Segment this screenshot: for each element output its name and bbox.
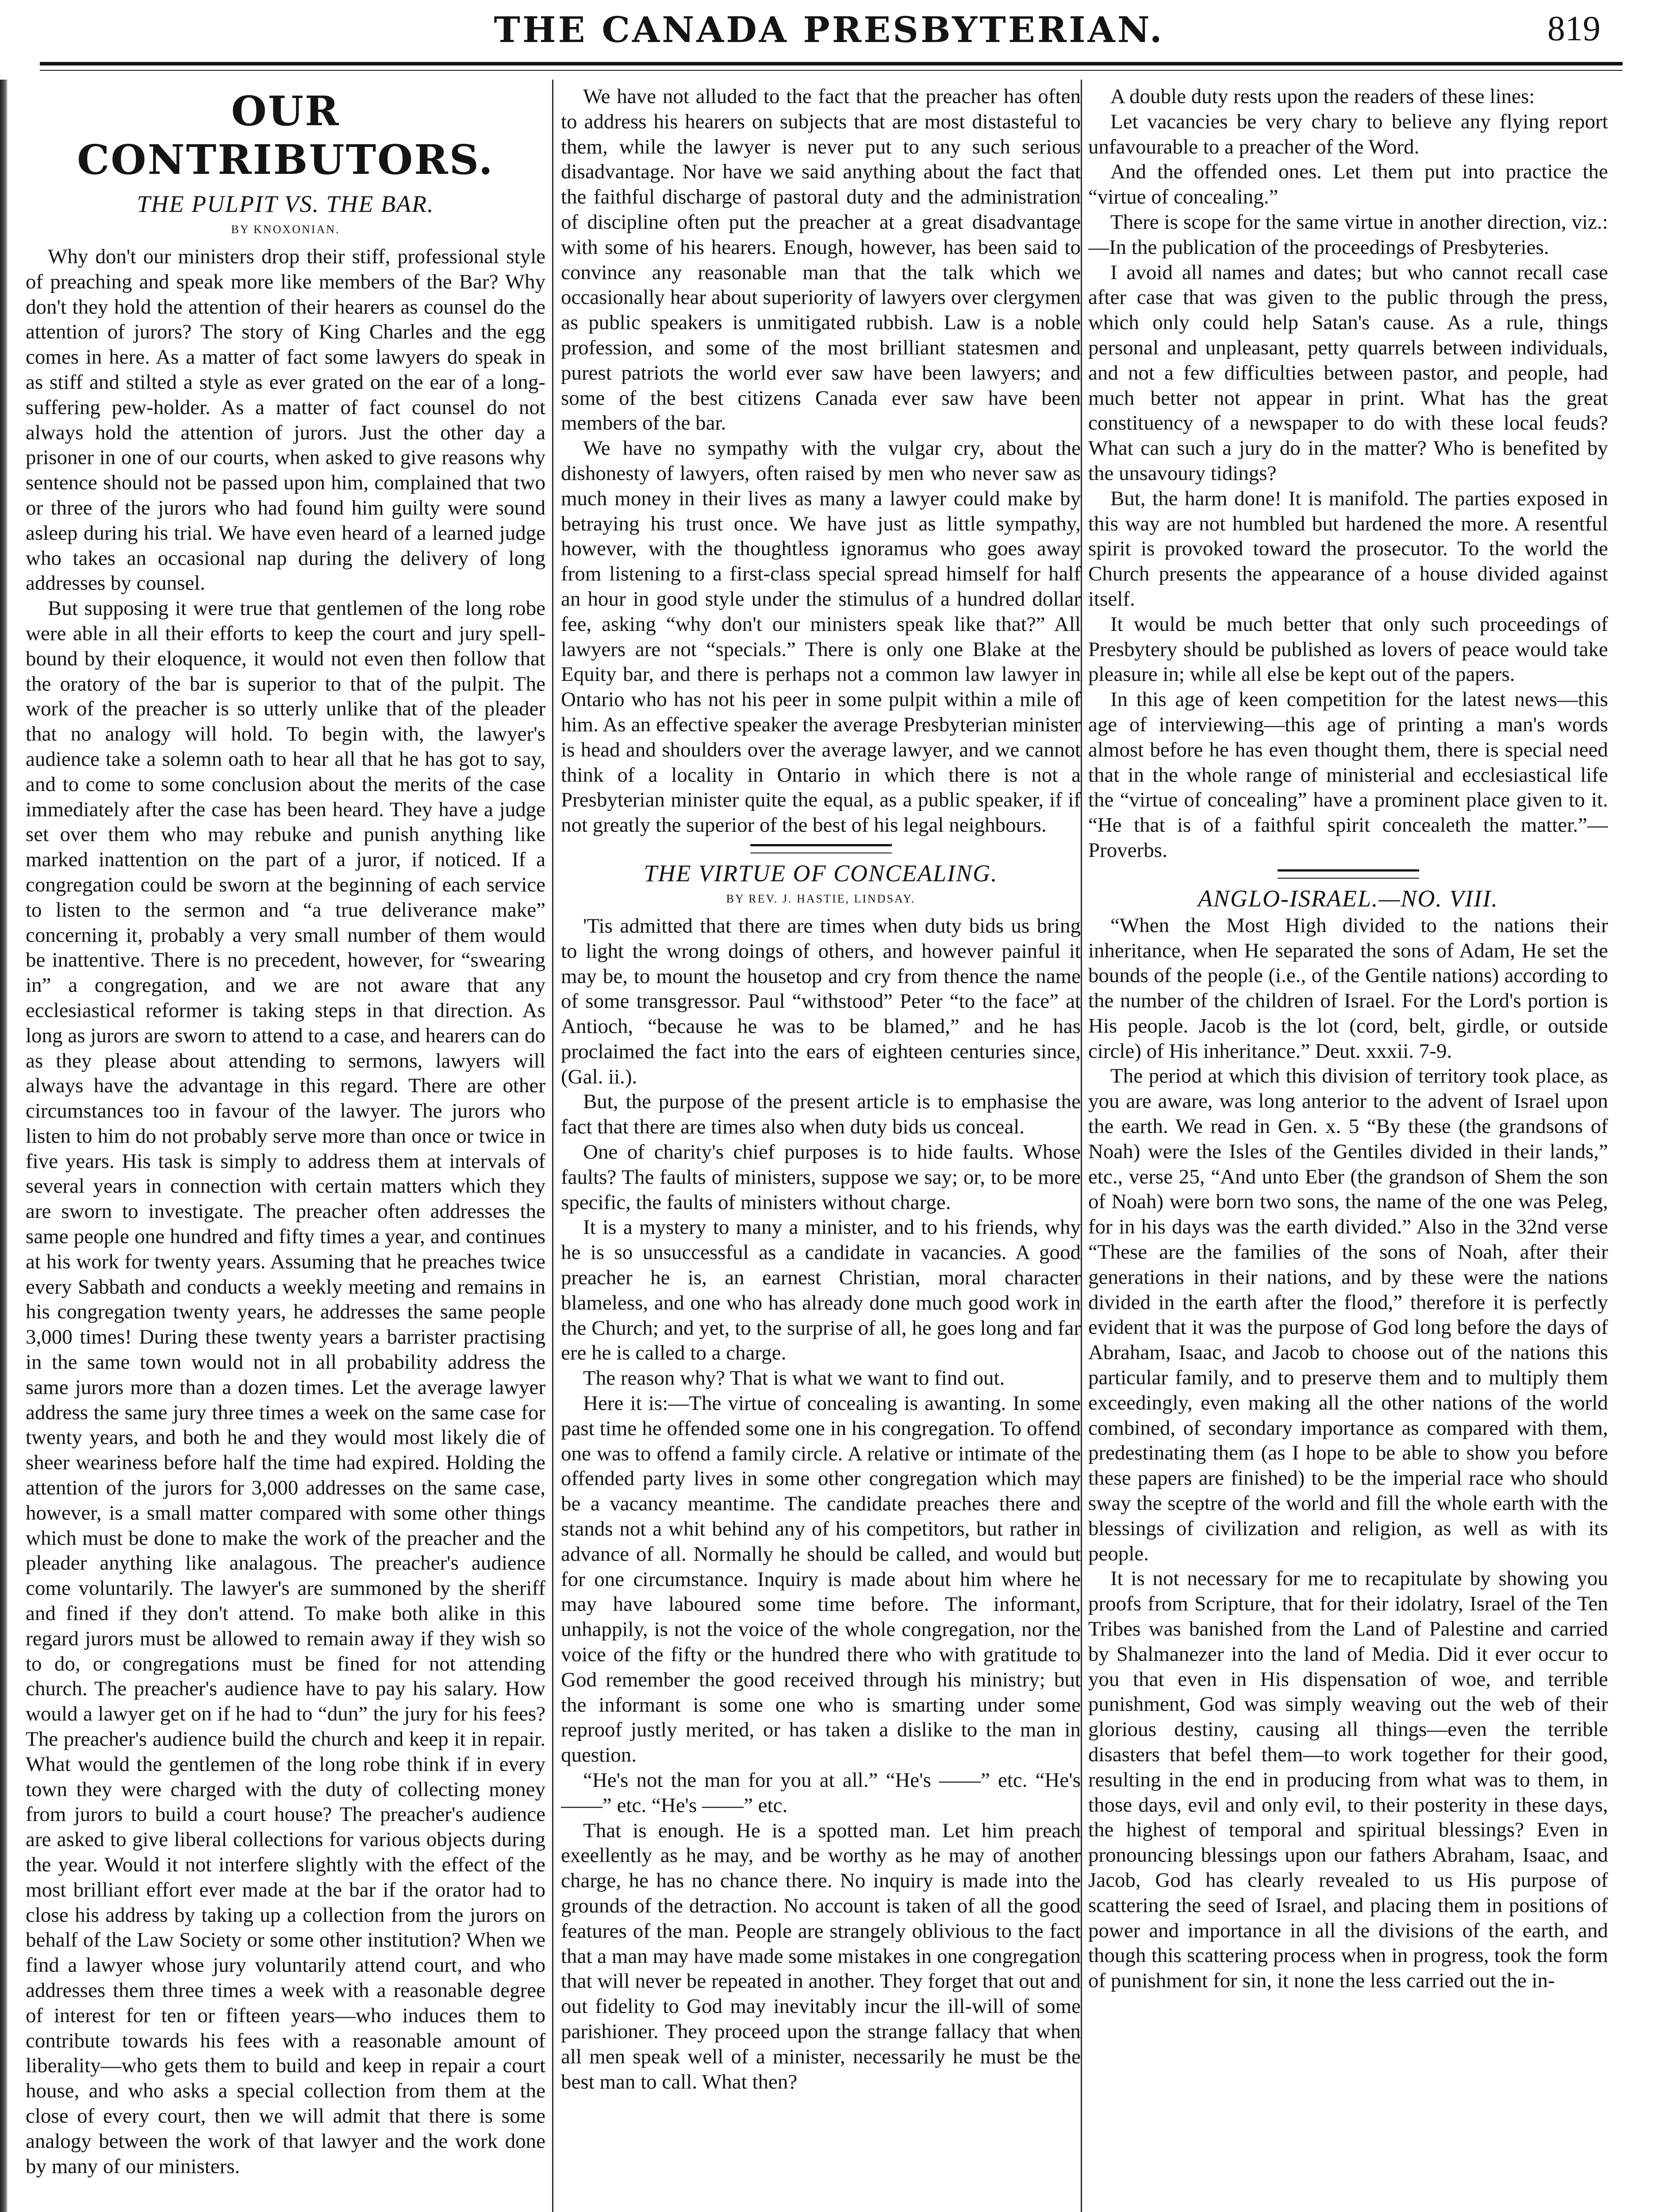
article-byline: BY KNOXONIAN. bbox=[231, 223, 340, 236]
article-paragraph: In this age of keen competition for the latest news—this age of interviewing—this age of printing a man's words almost before he has even thought them, there is special need that in the whole range of ministerial and ecclesiastical life the “virtue of concealing” have a prominent place given to it. “He that is of a faithful spirit concealeth the matter.”—Proverbs. bbox=[1088, 688, 1608, 862]
binding-edge bbox=[0, 80, 8, 2212]
column-3 bbox=[1088, 84, 1608, 2212]
article-paragraph: One of charity's chief purposes is to hide faults. Whose faults? The faults of ministers, suppose we say; or, to be more specific, the faults of ministers without charge. bbox=[561, 1141, 1081, 1214]
section-rule bbox=[750, 844, 892, 853]
department-heading: OUR CONTRIBUTORS. bbox=[77, 87, 494, 184]
column-1 bbox=[26, 84, 545, 2212]
article-title: THE VIRTUE OF CONCEALING. bbox=[644, 860, 998, 887]
article-paragraph: “He's not the man for you at all.” “He's ——” etc. “He's ——” etc. “He's ——” etc. bbox=[561, 1769, 1081, 1817]
article-paragraph: Why don't our ministers drop their stiff, professional style of preaching and speak more like members of the Bar? Why don't they hold the attention of their hearers as counsel do the attention of jurors? The story of King Charles and the egg comes in here. As a matter of fact some lawyers do speak in as stiff and stilted a style as ever grated on the ear of a long-suffering pew-holder. As a matter of fact counsel do not always hold the attention of jurors. Just the other day a prisoner in one of our courts, when asked to give reasons why sentence should not be passed upon him, complained that two or three of the jurors who had found him guilty were sound asleep during his trial. We have even heard of a learned judge who takes an occasional nap during the delivery of long addresses by counsel. bbox=[26, 245, 545, 595]
article-paragraph: We have no sympathy with the vulgar cry, about the dishonesty of lawyers, often raised by men who never saw as much money in their lives as many a lawyer could make by betraying his trust once. We have just as little sympathy, however, with the thoughtless ignoramus who goes away from listening to a first-class special spread himself for half an hour in good style under the stimulus of a hundred dollar fee, asking “why don't our ministers speak like that?” All lawyers are not “specials.” There is only one Blake at the Equity bar, and there is perhaps not a common law lawyer in Ontario who has not his peer in some pulpit within a mile of him. As an effective speaker the average Presbyterian minister is head and shoulders over the average lawyer, and we cannot think of a locality in Ontario in which there is not a Presbyterian minister quite the equal, as a public speaker, if if not greatly the superior of the best of his legal neighbours. bbox=[561, 437, 1081, 837]
article-paragraph: We have not alluded to the fact that the preacher has often to address his hearers on subjects that are most distasteful to them, while the lawyer is never put to any such serious disadvantage. Nor have we said anything about the fact that the faithful discharge of pastoral duty and the administration of discipline often put the preacher at a great disadvantage with some of his hearers. Enough, however, has been said to convince any reasonable man that the talk which we occasionally hear about superiority of lawyers over clergymen as public speakers is unmitigated rubbish. Law is a noble profession, and some of the most brilliant statesmen and purest patriots the world ever saw have been lawyers; and some of the best citizens Canada ever saw have been members of the bar. bbox=[561, 85, 1081, 435]
section-rule bbox=[1278, 869, 1419, 879]
article-byline: BY REV. J. HASTIE, LINDSAY. bbox=[726, 892, 916, 905]
column-rule bbox=[1081, 80, 1082, 2212]
article-title: THE PULPIT VS. THE BAR. bbox=[137, 191, 434, 217]
article-paragraph: But, the purpose of the present article is to emphasise the fact that there are times also when duty bids us conceal. bbox=[561, 1090, 1081, 1139]
article-paragraph: It would be much better that only such proceedings of Presbytery should be published as lovers of peace would take pleasure in; while all else be kept out of the papers. bbox=[1088, 612, 1608, 686]
article-paragraph: And the offended ones. Let them put into practice the “virtue of concealing.” bbox=[1088, 160, 1608, 209]
article-paragraph: It is not necessary for me to recapitulate by showing you proofs from Scripture, that for their idolatry, Israel of the Ten Tribes was banished from the Land of Palestine and carried by Shalmanezer into the land of Media. Did it ever occur to you that even in His dispensation of woe, and terrible punishment, God was simply weaving out the web of their glorious destiny, causing all things—even the terrible disasters that befel them—to work together for their good, resulting in the end in producing from what was to them, in those days, evil and only evil, to their posterity in these days, the highest of temporal and spiritual blessings? Even in pronouncing blessings upon our fathers Abraham, Isaac, and Jacob, God has clearly revealed to us His purpose of scattering the seed of Israel, and placing them in positions of power and importance in all the divisions of the earth, and though this scattering process when in progress, took the form of punishment for sin, it none the less carried out the in- bbox=[1088, 1567, 1608, 1993]
column-2 bbox=[561, 84, 1081, 2212]
article-paragraph: It is a mystery to many a minister, and to his friends, why he is so unsuccessful as a candidate in vacancies. A good preacher he is, an earnest Christian, moral character blameless, and one who has already done much good work in the Church; and yet, to the surprise of all, he goes long and far ere he is called to a charge. bbox=[561, 1216, 1081, 1365]
article-paragraph: But supposing it were true that gentlemen of the long robe were able in all their efforts to keep the court and jury spell-bound by their eloquence, it would not even then follow that the oratory of the bar is superior to that of the pulpit. The work of the preacher is so utterly unlike that of the pleader that no analogy will hold. To begin with, the lawyer's audience take a solemn oath to hear all that he has got to say, and to come to some conclusion about the merits of the case immediately after the case has been heard. They have a judge set over them who may rebuke and punish anything like marked inattention on the part of a juror, if noticed. If a congregation could be sworn at the beginning of each service to listen to the sermon and “a true deliverance make” concerning it, probably a very small number of them would be inattentive. There is no precedent, however, for “swearing in” a congregation, and we are not aware that any ecclesiastical reformer is taking steps in that direction. As long as jurors are sworn to attend to a case, and hearers can do as they please about attending to sermons, lawyers will always have the advantage in this regard. There are other circumstances too in favour of the lawyer. The jurors who listen to him do not probably serve more than once or twice in five years. His task is simply to address them at intervals of several years in connection with certain matters which they are sworn to investigate. The preacher often addresses the same people one hundred and fifty times a year, and continues at his work for twenty years. Assuming that he preaches twice every Sabbath and conducts a weekly meeting and remains in his congregation twenty years, he addresses the same people 3,000 times! During these twenty years a barrister practising in the same town would not in all probability address the same jurors more than a dozen times. Let the average lawyer address the same jury three times a week on the same case for twenty years, and both he and they would most likely die of sheer weariness before half the time had expired. Holding the attention of the jurors for 3,000 addresses on the same case, however, is a small matter compared with some other things which must be done to make the work of the preacher and the pleader anything like analagous. The preacher's audience come voluntarily. The lawyer's are summoned by the sheriff and fined if they don't attend. To make both alike in this regard jurors must be allowed to remain away if they wish so to do, or congregations must be fined for not attending church. The preacher's audience have to pay his salary. How would a lawyer get on if he had to “dun” the jury for his fees? The preacher's audience build the church and keep it in repair. What would the gentlemen of the long robe think if in every town they were charged with the duty of collecting money from jurors to build a court house? The preacher's audience are asked to give liberal collections for various objects during the year. Would it not interfere slightly with the effect of the most brilliant effort ever made at the bar if the orator had to close his address by taking up a collection from the jurors on behalf of the Law Society or some other institution? When we find a lawyer whose jury voluntarily attend court, and who addresses them three times a week with a reasonable degree of interest for ten or fifteen years—who induces them to contribute towards his fees with a reasonable amount of liberality—who gets them to build and keep in repair a court house, and who asks a special collection from them at the close of every court, then we will admit that there is some analogy between the work of that lawyer and the work done by many of our ministers. bbox=[26, 597, 545, 2178]
article-paragraph: The period at which this division of territory took place, as you are aware, was long anterior to the advent of Israel upon the earth. We read in Gen. x. 5 “By these (the grandsons of Noah) were the Isles of the Gentiles divided in their lands,” etc., verse 25, “And unto Eber (the grandson of Shem the son of Noah) were born two sons, the name of the one was Peleg, for in his days was the earth divided.” Also in the 32nd verse “These are the families of the sons of Noah, after their generations in their nations, and by these were the nations divided in the earth after the flood,” therefore it is perfectly evident that it was the purpose of God long before the days of Abraham, Isaac, and Jacob to choose out of the nations this particular family, and to preserve them and to multiply them exceedingly, even making all the other nations of the world combined, of secondary importance as compared with them, predestinating them (as I hope to be able to show you before these papers are finished) to be the imperial race who should sway the sceptre of the world and fill the whole earth with the blessings of civilization and religion, as well as with its people. bbox=[1088, 1064, 1608, 1565]
article-paragraph: The reason why? That is what we want to find out. bbox=[583, 1367, 1005, 1390]
article-paragraph: There is scope for the same virtue in another direction, viz.:—In the publication of the proceedings of Presbyteries. bbox=[1088, 210, 1608, 259]
masthead-title: THE CANADA PRESBYTERIAN. bbox=[494, 9, 1164, 50]
masthead-rule-thick bbox=[40, 62, 1623, 65]
article-paragraph: I avoid all names and dates; but who cannot recall case after case that was given to the public through the press, which only could help Satan's cause. As a rule, things personal and unpleasant, petty quarrels between individuals, and not a few difficulties between pastor, and people, had much better not appear in print. What has the great constituency of a newspaper to do with these local feuds? What can such a jury do in the matter? Who is benefited by the unsavoury tidings? bbox=[1088, 261, 1608, 485]
article-paragraph: A double duty rests upon the readers of these lines: bbox=[1110, 85, 1535, 108]
article-paragraph: Let vacancies be very chary to believe any flying report unfavourable to a preacher of the Word. bbox=[1088, 110, 1608, 158]
article-paragraph: “When the Most High divided to the nations their inheritance, when He separated the sons of Adam, He set the bounds of the people (i.e., of the Gentile nations) according to the number of the children of Israel. For the Lord's portion is His people. Jacob is the lot (cord, belt, girdle, or outside circle) of His inheritance.” Deut. xxxii. 7-9. bbox=[1088, 914, 1608, 1063]
article-paragraph: 'Tis admitted that there are times when duty bids us bring to light the wrong doings of others, and however painful it may be, to mount the housetop and cry from thence the name of some transgressor. Paul “withstood” Peter “to the face” at Antioch, “because he was to be blamed,” and he has proclaimed the fact into the ears of eighteen centuries since, (Gal. ii.). bbox=[561, 914, 1081, 1088]
masthead bbox=[40, 6, 1618, 59]
column-rule bbox=[552, 80, 553, 2212]
article-paragraph: Here it is:—The virtue of concealing is awanting. In some past time he offended some one in his congregation. To offend one was to offend a family circle. A relative or intimate of the offended party lives in some other congregation which may be a vacancy meantime. The candidate preaches there and stands not a whit behind any of his competitors, but rather in advance of all. Normally he should be called, and would but for one circumstance. Inquiry is made about him where he may have laboured some time before. The informant, unhappily, is not the voice of the whole congregation, nor the voice of the fifty or the hundred there who with gratitude to God remember the good received through his ministry; but the informant is some one who is smarting under some reproof justly merited, or has taken a dislike to the man in question. bbox=[561, 1392, 1081, 1767]
masthead-rule-thin bbox=[40, 70, 1623, 71]
article-title: ANGLO-ISRAEL.—NO. VIII. bbox=[1198, 885, 1498, 912]
page-number: 819 bbox=[1547, 9, 1600, 48]
article-paragraph: But, the harm done! It is manifold. The parties exposed in this way are not humbled but hardened the more. A resentful spirit is provoked toward the prosecutor. To the world the Church presents the appearance of a house divided against itself. bbox=[1088, 487, 1608, 611]
article-paragraph: That is enough. He is a spotted man. Let him preach exeellently as he may, and be worthy as he may of another charge, he has no chance there. No inquiry is made into the grounds of the detraction. No account is taken of all the good features of the man. People are strangely oblivious to the fact that a man may have made some mistakes in one congregation that will never be repeated in another. They forget that out and out fidelity to God may inevitably incur the ill-will of some parishioner. They proceed upon the strange fallacy that when all men speak well of a minister, necessarily he must be the best man to call. What then? bbox=[561, 1819, 1081, 2093]
